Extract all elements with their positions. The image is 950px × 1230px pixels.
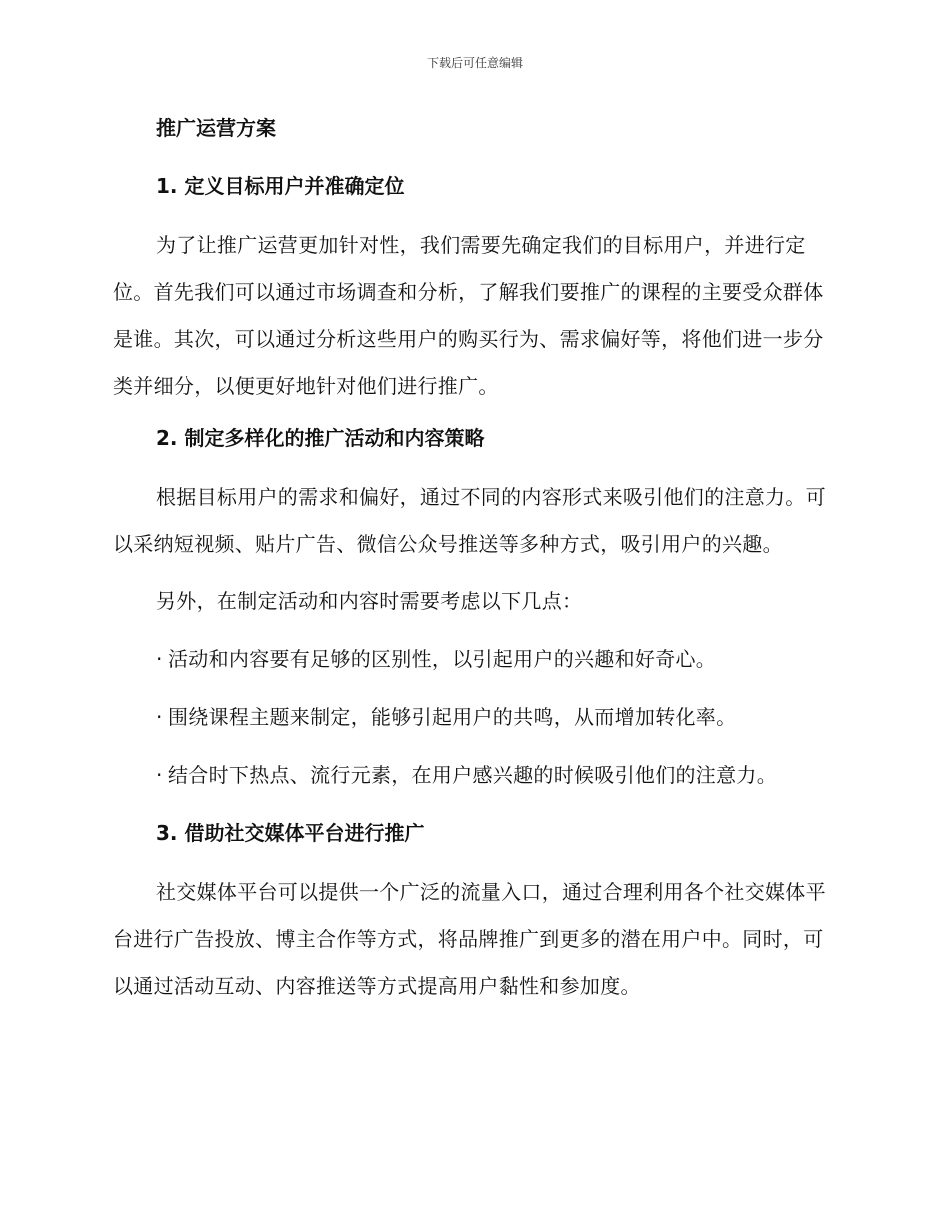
document-body bbox=[113, 110, 833, 1020]
list-item-text: 活动和内容要有足够的区别性，以引起用户的兴趣和好奇心。 bbox=[168, 647, 717, 671]
document-title: 推广运营方案 bbox=[156, 116, 276, 140]
section-2-paragraph-2: 另外，在制定活动和内容时需要考虑以下几点： bbox=[156, 589, 583, 613]
section-1-paragraph-1: 为了让推广运营更加针对性，我们需要先确定我们的目标用户，并进行定位。首先我们可以通过市场调查和分析，了解我们要推广的课程的主要受众群体是谁。其次，可以通过分析这些用户的购买行为、需求偏好等，将他们进一步分类并细分，以便更好地针对他们进行推广。 bbox=[113, 233, 824, 398]
bullet-dot: · bbox=[156, 647, 163, 671]
bullet-dot: · bbox=[156, 705, 163, 729]
list-item-text: 围绕课程主题来制定，能够引起用户的共鸣，从而增加转化率。 bbox=[168, 705, 737, 729]
bullet-dot: · bbox=[156, 763, 163, 787]
section-3-paragraph-1: 社交媒体平台可以提供一个广泛的流量入口，通过合理利用各个社交媒体平台进行广告投放、博主合作等方式，将品牌推广到更多的潜在用户中。同时，可以通过活动互动、内容推送等方式提高用户黏性和参加度。 bbox=[113, 880, 826, 998]
section-heading-1: 1. 定义目标用户并准确定位 bbox=[156, 174, 405, 198]
section-2-paragraph-1: 根据目标用户的需求和偏好，通过不同的内容形式来吸引他们的注意力。可以采纳短视频、贴片广告、微信公众号推送等多种方式，吸引用户的兴趣。 bbox=[113, 485, 826, 556]
list-item-text: 结合时下热点、流行元素，在用户感兴趣的时候吸引他们的注意力。 bbox=[168, 763, 777, 787]
list-item bbox=[113, 641, 833, 677]
list-item bbox=[113, 757, 833, 793]
section-heading-2: 2. 制定多样化的推广活动和内容策略 bbox=[156, 426, 485, 450]
list-item bbox=[113, 699, 833, 735]
section-heading-3: 3. 借助社交媒体平台进行推广 bbox=[156, 821, 425, 845]
header-note: 下载后可任意编辑 bbox=[426, 56, 523, 70]
